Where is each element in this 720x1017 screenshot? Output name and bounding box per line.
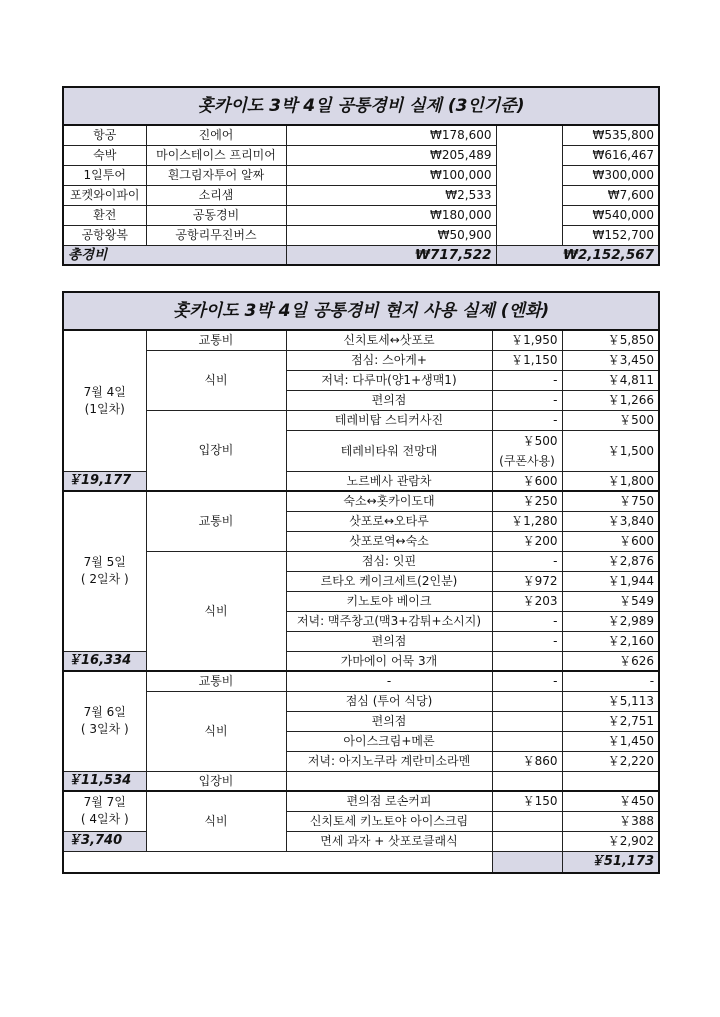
line-total: ￥4,811 — [562, 370, 659, 390]
line-total: ￥2,902 — [562, 831, 659, 851]
item-name: 저녁: 맥주창고(맥3+감튀+소시지) — [286, 611, 492, 631]
line-total: ￥549 — [562, 591, 659, 611]
common-expense-title: 홋카이도 3박 4일 공통경비 실제 (3인기준) — [63, 87, 659, 125]
expense-row — [63, 185, 659, 205]
expense-category: 1일투어 — [63, 165, 146, 185]
line-total: ￥5,850 — [562, 330, 659, 350]
item-name: 테레비타워 전망대 — [286, 430, 492, 471]
expense-category: 공항왕복 — [63, 225, 146, 245]
item-name: - — [286, 671, 492, 691]
category-label: 교통비 — [146, 491, 286, 551]
expense-item: 마이스테이스 프리미어 — [146, 145, 286, 165]
daily-expense-row — [63, 691, 659, 711]
item-name: 삿포로↔오타루 — [286, 511, 492, 531]
grand-total: ￥51,173 — [562, 851, 659, 873]
unit-price: - — [492, 611, 562, 631]
expense-category: 환전 — [63, 205, 146, 225]
expense-item: 공항리무진버스 — [146, 225, 286, 245]
line-total: ￥3,450 — [562, 350, 659, 370]
unit-price — [492, 430, 562, 471]
line-total: ￥2,160 — [562, 631, 659, 651]
category-label: 식비 — [146, 350, 286, 410]
line-total: ￥388 — [562, 811, 659, 831]
item-name: 편의점 — [286, 390, 492, 410]
unit-price — [492, 811, 562, 831]
expense-per-person: ₩205,489 — [286, 145, 496, 165]
unit-price: ￥600 — [492, 471, 562, 491]
line-total: ￥2,751 — [562, 711, 659, 731]
daily-expense-row — [63, 671, 659, 691]
line-total: ￥2,220 — [562, 751, 659, 771]
unit-price: - — [492, 631, 562, 651]
total-all: ₩2,152,567 — [496, 245, 659, 265]
total-per-person: ₩717,522 — [286, 245, 496, 265]
day-label: 7월 6일 ( 3일차 ) — [63, 671, 146, 771]
daily-expense-row — [63, 791, 659, 811]
item-name: 노르베사 관람차 — [286, 471, 492, 491]
unit-price: - — [492, 671, 562, 691]
item-name: 점심 (투어 식당) — [286, 691, 492, 711]
item-name: 편의점 로손커피 — [286, 791, 492, 811]
expense-row — [63, 125, 659, 145]
day-label: 7월 5일 ( 2일차 ) — [63, 491, 146, 651]
item-name: 숙소↔홋카이도대 — [286, 491, 492, 511]
category-label: 입장비 — [146, 410, 286, 491]
expense-total: ₩7,600 — [562, 185, 659, 205]
expense-category: 숙박 — [63, 145, 146, 165]
unit-price — [492, 651, 562, 671]
item-name: 편의점 — [286, 711, 492, 731]
unit-price: - — [492, 390, 562, 410]
daily-expense-row — [63, 491, 659, 511]
item-name: 가마에이 어묵 3개 — [286, 651, 492, 671]
day-subtotal: ￥19,177 — [63, 471, 146, 491]
unit-price: ￥150 — [492, 791, 562, 811]
daily-expense-row — [63, 551, 659, 571]
expense-per-person: ₩178,600 — [286, 125, 496, 145]
line-total: ￥1,450 — [562, 731, 659, 751]
line-total — [562, 771, 659, 791]
expense-category: 항공 — [63, 125, 146, 145]
day-subtotal: ￥11,534 — [63, 771, 146, 791]
daily-expense-row — [63, 771, 659, 791]
item-name: 삿포로역↔숙소 — [286, 531, 492, 551]
unit-price-note: (쿠폰사용) — [499, 453, 555, 468]
expense-item: 진에어 — [146, 125, 286, 145]
expense-total: ₩300,000 — [562, 165, 659, 185]
unit-price — [492, 771, 562, 791]
common-expense-table — [62, 86, 660, 266]
line-total: ￥500 — [562, 410, 659, 430]
expense-per-person: ₩180,000 — [286, 205, 496, 225]
expense-item: 소리샘 — [146, 185, 286, 205]
category-label: 입장비 — [146, 771, 286, 791]
item-name: 신치토세↔삿포로 — [286, 330, 492, 350]
expense-total: ₩616,467 — [562, 145, 659, 165]
item-name: 르타오 케이크세트(2인분) — [286, 571, 492, 591]
category-label: 식비 — [146, 691, 286, 771]
local-expense-title: 홋카이도 3박 4일 공통경비 현지 사용 실제 (엔화) — [63, 292, 659, 330]
unit-price: ￥1,280 — [492, 511, 562, 531]
item-name: 신치토세 키노토야 아이스크림 — [286, 811, 492, 831]
daily-expense-row — [63, 410, 659, 430]
expense-item: 공동경비 — [146, 205, 286, 225]
line-total: ￥3,840 — [562, 511, 659, 531]
line-total: ￥2,876 — [562, 551, 659, 571]
line-total: ￥1,500 — [562, 430, 659, 471]
unit-price — [492, 711, 562, 731]
line-total: ￥5,113 — [562, 691, 659, 711]
unit-price: ￥1,150 — [492, 350, 562, 370]
unit-price: ￥200 — [492, 531, 562, 551]
item-name: 점심: 잇핀 — [286, 551, 492, 571]
day-subtotal: ￥16,334 — [63, 651, 146, 671]
item-name: 편의점 — [286, 631, 492, 651]
unit-price: - — [492, 370, 562, 390]
expense-blank — [496, 125, 562, 245]
unit-price — [492, 731, 562, 751]
line-total: ￥600 — [562, 531, 659, 551]
unit-price: ￥860 — [492, 751, 562, 771]
line-total: ￥2,989 — [562, 611, 659, 631]
unit-price: ￥1,950 — [492, 330, 562, 350]
item-name: 저녁: 아지노쿠라 계란미소라멘 — [286, 751, 492, 771]
unit-price — [492, 831, 562, 851]
item-name: 면세 과자 + 삿포로클래식 — [286, 831, 492, 851]
item-name: 아이스크림+메론 — [286, 731, 492, 751]
expense-row — [63, 165, 659, 185]
unit-price: ￥203 — [492, 591, 562, 611]
expense-total: ₩152,700 — [562, 225, 659, 245]
total-label: 총경비 — [63, 245, 286, 265]
day-label: 7월 7일 ( 4일차 ) — [63, 791, 146, 831]
expense-row — [63, 145, 659, 165]
expense-row — [63, 225, 659, 245]
expense-item: 흰그림자투어 알짜 — [146, 165, 286, 185]
expense-category: 포켓와이파이 — [63, 185, 146, 205]
unit-price: ￥972 — [492, 571, 562, 591]
unit-price-value: ￥500 — [522, 433, 558, 448]
item-name: 저녁: 다루마(양1+생맥1) — [286, 370, 492, 390]
daily-expense-row — [63, 330, 659, 350]
item-name — [286, 771, 492, 791]
unit-price — [492, 691, 562, 711]
day-subtotal: ￥3,740 — [63, 831, 146, 851]
line-total: ￥450 — [562, 791, 659, 811]
line-total: ￥750 — [562, 491, 659, 511]
category-label: 식비 — [146, 551, 286, 671]
unit-price: ￥250 — [492, 491, 562, 511]
expense-per-person: ₩2,533 — [286, 185, 496, 205]
line-total: ￥1,944 — [562, 571, 659, 591]
unit-price: - — [492, 551, 562, 571]
local-expense-table — [62, 291, 660, 874]
grand-total-spacer — [63, 851, 492, 873]
expense-total: ₩535,800 — [562, 125, 659, 145]
expense-row — [63, 205, 659, 225]
item-name: 테레비탑 스티커사진 — [286, 410, 492, 430]
category-label: 교통비 — [146, 671, 286, 691]
category-label: 식비 — [146, 791, 286, 851]
line-total: ￥626 — [562, 651, 659, 671]
category-label: 교통비 — [146, 330, 286, 350]
line-total: ￥1,266 — [562, 390, 659, 410]
line-total: ￥1,800 — [562, 471, 659, 491]
unit-price: - — [492, 410, 562, 430]
grand-total-blank — [492, 851, 562, 873]
expense-total: ₩540,000 — [562, 205, 659, 225]
item-name: 점심: 스아게+ — [286, 350, 492, 370]
day-label: 7월 4일 (1일차) — [63, 330, 146, 471]
expense-per-person: ₩50,900 — [286, 225, 496, 245]
expense-per-person: ₩100,000 — [286, 165, 496, 185]
line-total: - — [562, 671, 659, 691]
item-name: 키노토야 베이크 — [286, 591, 492, 611]
daily-expense-row — [63, 350, 659, 370]
